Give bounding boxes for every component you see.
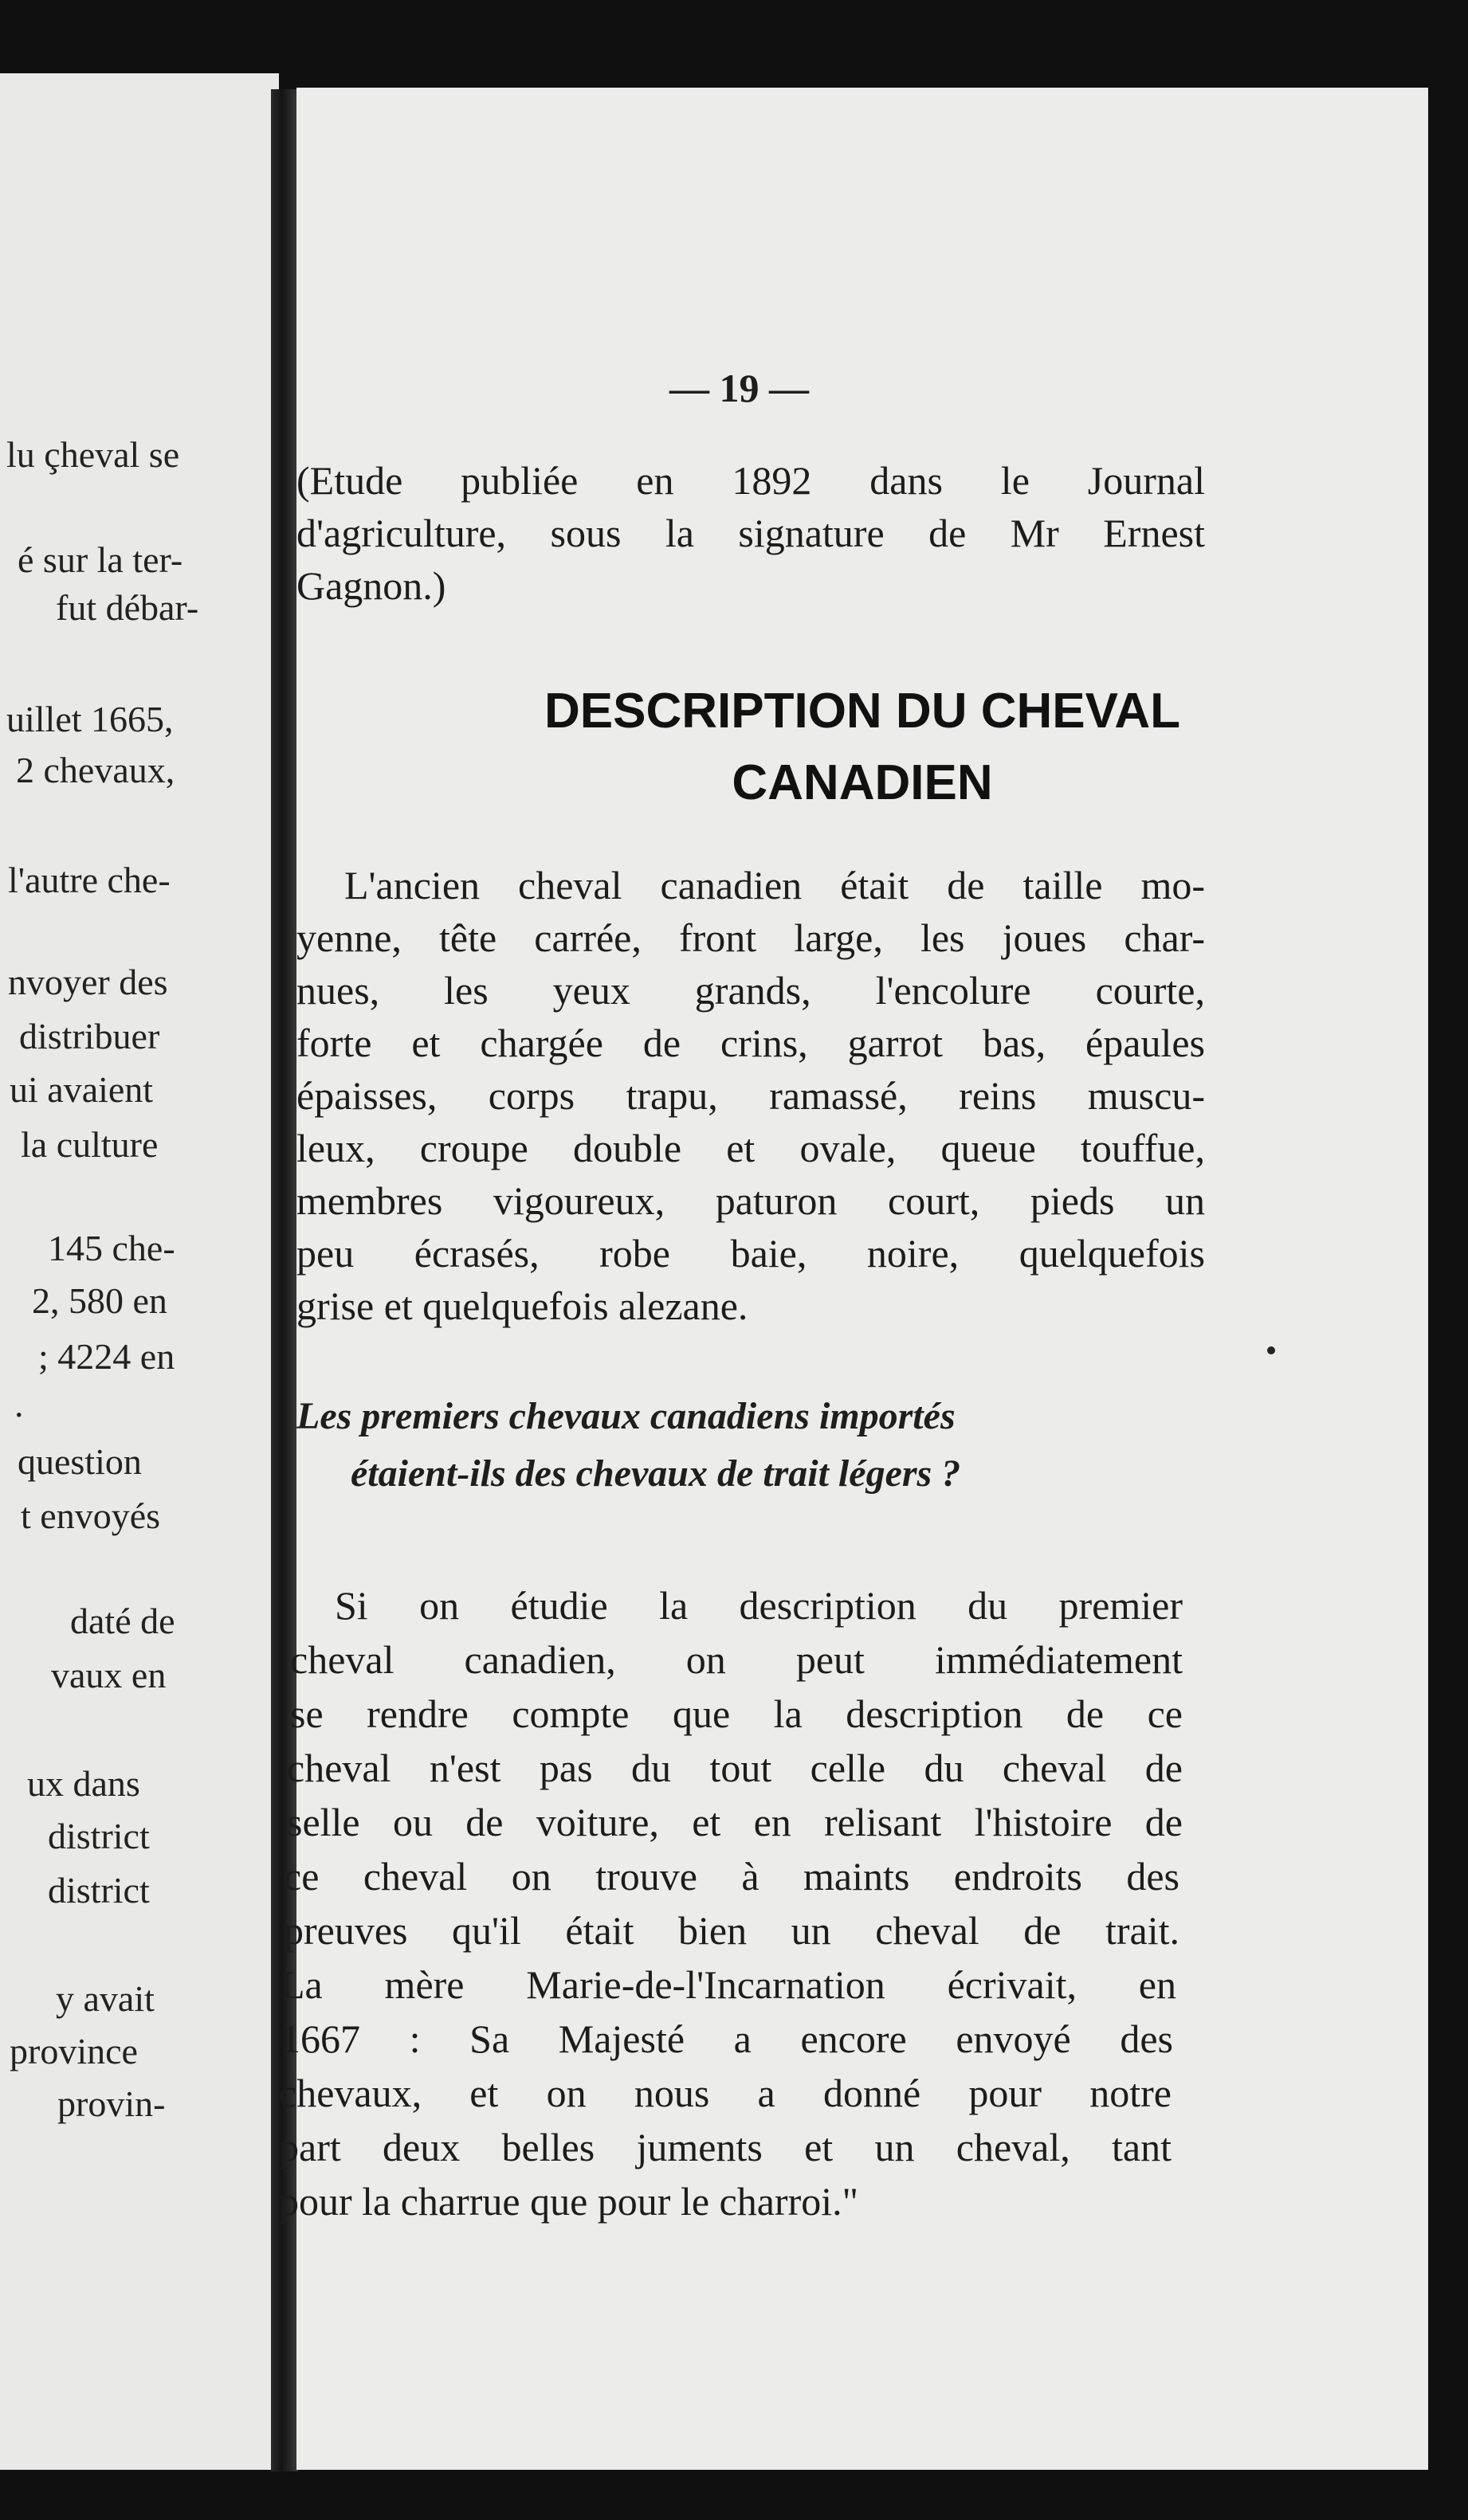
left-line: 2, 580 en	[32, 1280, 167, 1321]
left-line: province	[10, 2031, 138, 2071]
paragraph-line: part deux belles juments et un cheval, tant	[279, 2125, 1172, 2169]
left-line: t envoyés	[21, 1495, 161, 1536]
paragraph-line: selle ou de voiture, et en relisant l'histoire de	[287, 1800, 1183, 1844]
left-line: ; 4224 en	[38, 1336, 175, 1377]
intro-line: d'agriculture, sous la signature de Mr Ernest	[296, 511, 1205, 555]
left-line: lu çheval se	[6, 434, 180, 475]
left-line: question	[18, 1441, 142, 1482]
left-line: district	[48, 1870, 150, 1911]
paragraph-line: pour la charrue que pour le charroi."	[279, 2179, 859, 2224]
paragraph-line: yenne, tête carrée, front large, les joues char-	[296, 915, 1205, 960]
left-line: daté de	[70, 1601, 175, 1641]
paragraph-line: preuves qu'il était bien un cheval de trait.	[284, 1908, 1180, 1953]
left-line: l'autre che-	[8, 860, 171, 900]
italic-subheading-line: Les premiers chevaux canadiens importés	[296, 1395, 956, 1437]
paragraph-line: épaisses, corps trapu, ramassé, reins muscu-	[296, 1073, 1205, 1118]
paragraph-line: se rendre compte que la description de ce	[290, 1691, 1183, 1736]
left-line: 145 che-	[48, 1228, 175, 1268]
section-heading-line: DESCRIPTION DU CHEVAL	[544, 684, 1180, 739]
paragraph-line: Si on étudie la description du premier	[335, 1583, 1183, 1628]
left-line: uillet 1665,	[6, 699, 174, 739]
page-number: — 19 —	[669, 366, 809, 410]
left-line: é sur la ter-	[18, 539, 183, 580]
paragraph-line: La mère Marie-de-l'Incarnation écrivait, en	[281, 1962, 1176, 2007]
italic-subheading-line: étaient-ils des chevaux de trait légers ?	[351, 1452, 961, 1495]
paragraph-line: ce cheval on trouve à maints endroits des	[284, 1854, 1180, 1899]
left-line: ui avaient	[10, 1069, 154, 1110]
paragraph-line: leux, croupe double et ovale, queue touffue,	[296, 1126, 1205, 1170]
paragraph-line: cheval n'est pas du tout celle du cheval de	[287, 1746, 1183, 1790]
left-line: 2 chevaux,	[16, 750, 175, 790]
paragraph-line: peu écrasés, robe baie, noire, quelquefois	[296, 1231, 1205, 1276]
ink-speck	[1267, 1346, 1275, 1354]
left-line: distribuer	[19, 1016, 160, 1056]
paragraph-line: chevaux, et on nous a donné pour notre	[279, 2071, 1172, 2115]
left-line: fut débar-	[56, 587, 199, 628]
paragraph-line: L'ancien cheval canadien était de taille mo-	[344, 863, 1205, 907]
left-line: .	[14, 1384, 24, 1425]
paragraph-line: forte et chargée de crins, garrot bas, épaules	[296, 1021, 1205, 1065]
paragraph-line: cheval canadien, on peut immédiatement	[290, 1637, 1183, 1682]
paragraph-line: nues, les yeux grands, l'encolure courte,	[296, 968, 1205, 1013]
left-line: la culture	[21, 1124, 159, 1165]
left-line: ux dans	[27, 1763, 140, 1804]
left-line: vaux en	[51, 1655, 167, 1695]
left-line: nvoyer des	[8, 962, 168, 1002]
paragraph-line: membres vigoureux, paturon court, pieds un	[296, 1178, 1205, 1223]
left-line: district	[48, 1816, 150, 1856]
left-line: provin-	[57, 2083, 166, 2124]
section-heading-line: CANADIEN	[732, 755, 993, 810]
intro-line: Gagnon.)	[296, 563, 446, 608]
paragraph-line: grise et quelquefois alezane.	[296, 1284, 748, 1328]
paragraph-line: 1667 : Sa Majesté a encore envoyé des	[281, 2016, 1173, 2061]
left-line: y avait	[56, 1978, 155, 2019]
intro-line: (Etude publiée en 1892 dans le Journal	[296, 458, 1205, 503]
